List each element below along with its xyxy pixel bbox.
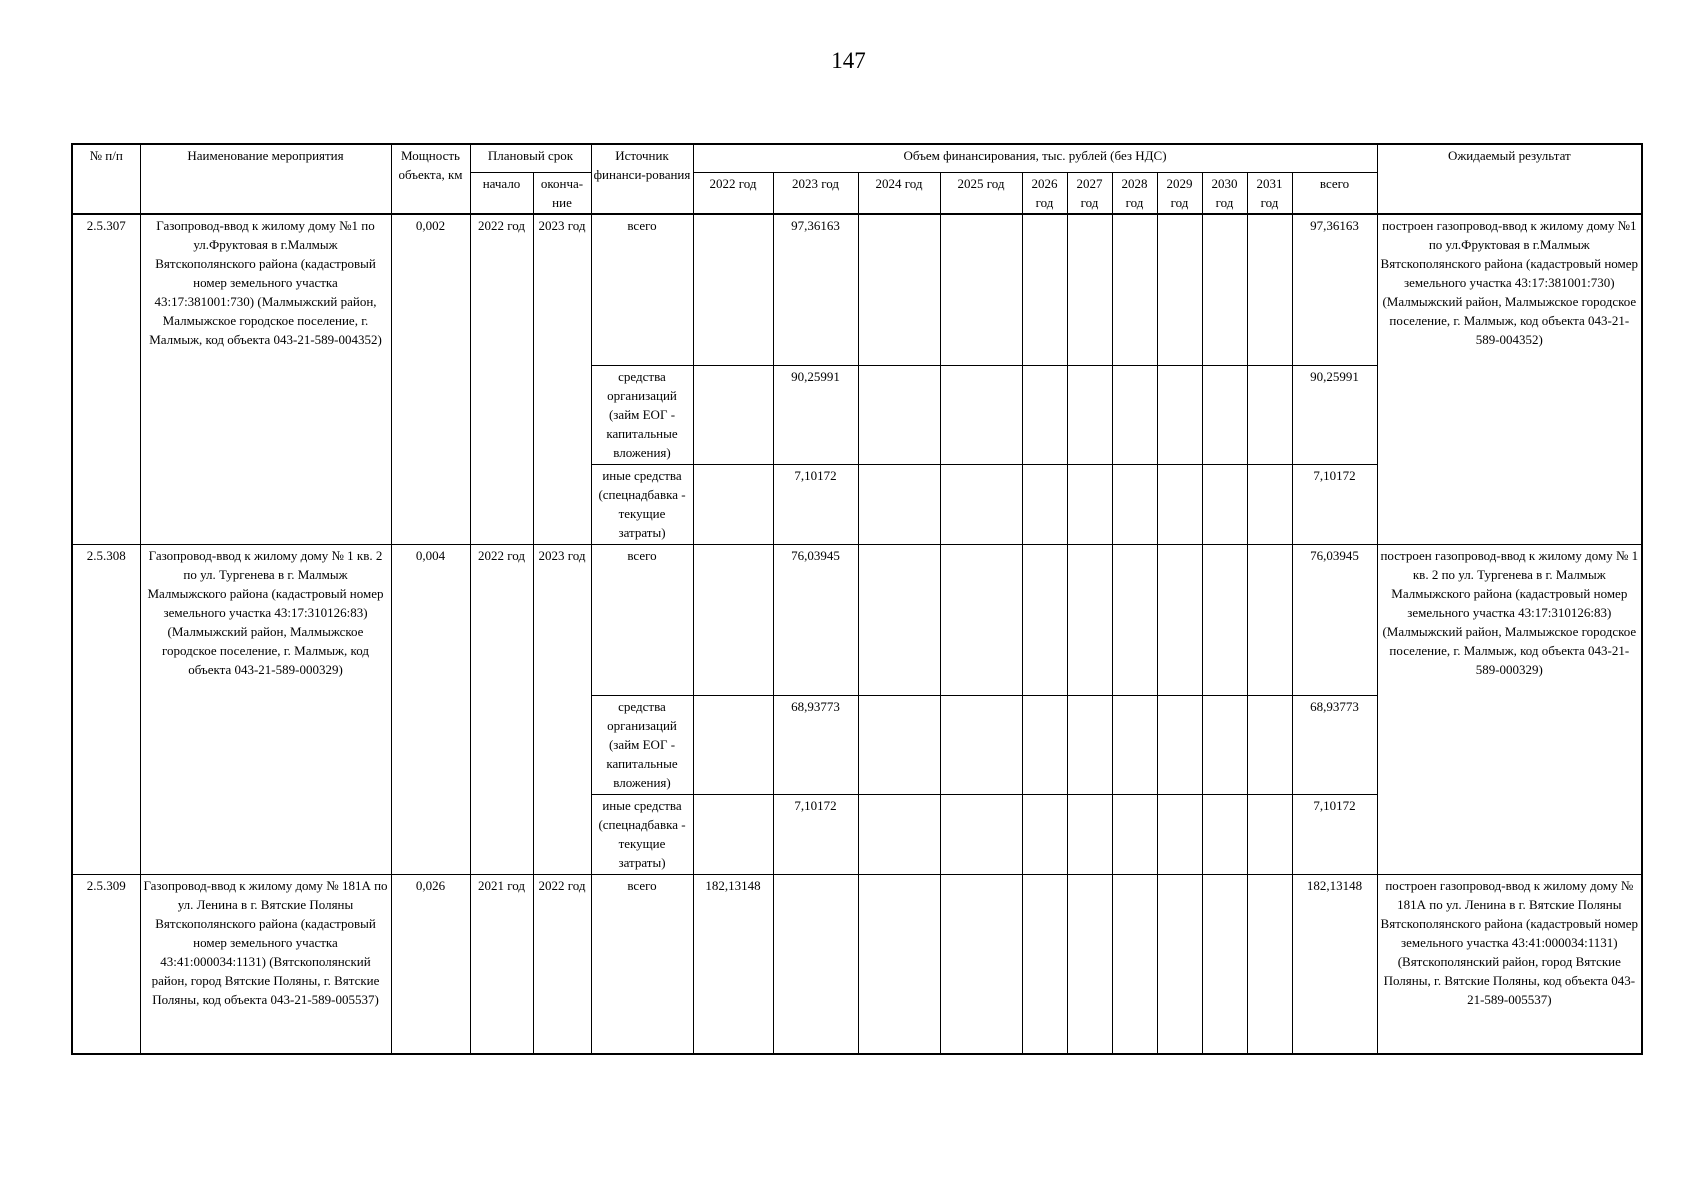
cell-2023: 7,10172 — [773, 465, 858, 545]
header-year: 2031 год — [1247, 173, 1292, 215]
cell-2028 — [1112, 465, 1157, 545]
cell-2030 — [1202, 465, 1247, 545]
cell-total: 68,93773 — [1292, 696, 1377, 795]
cell-2030 — [1202, 366, 1247, 465]
cell-end: 2023 год — [533, 214, 591, 545]
cell-start: 2021 год — [470, 875, 533, 1055]
header-year: 2024 год — [858, 173, 940, 215]
cell-2029 — [1157, 214, 1202, 366]
financing-table — [71, 143, 1643, 1055]
cell-source: средства организаций (займ ЕОГ - капитальные вложения) — [591, 696, 693, 795]
cell-2030 — [1202, 795, 1247, 875]
cell-2025 — [940, 875, 1022, 1055]
cell-result: построен газопровод-ввод к жилому дому № 181А по ул. Ленина в г. Вятские Поляны Вятскополянского района (кадастровый номер земельного участка 43:41:000034:1131) (Вятскополянский район, город Вятские Поляны, г. Вятские Поляны, код объекта 043-21-589-005537) — [1377, 875, 1642, 1055]
cell-2029 — [1157, 795, 1202, 875]
cell-2024 — [858, 875, 940, 1055]
cell-result: построен газопровод-ввод к жилому дому № 1 кв. 2 по ул. Тургенева в г. Малмыж Малмыжского района (кадастровый номер земельного участка 43:17:310126:83) (Малмыжский район, Малмыжское городское поселение, г. Малмыж, код объекта 043-21-589-000329) — [1377, 545, 1642, 875]
cell-2026 — [1022, 875, 1067, 1055]
header-year: 2030 год — [1202, 173, 1247, 215]
cell-2031 — [1247, 545, 1292, 696]
header-num: № п/п — [72, 144, 140, 214]
cell-2024 — [858, 465, 940, 545]
cell-2027 — [1067, 545, 1112, 696]
cell-2025 — [940, 696, 1022, 795]
header-year: 2023 год — [773, 173, 858, 215]
header-source: Источник финанси-рования — [591, 144, 693, 214]
cell-2027 — [1067, 875, 1112, 1055]
cell-2022 — [693, 696, 773, 795]
cell-2023: 68,93773 — [773, 696, 858, 795]
cell-2031 — [1247, 366, 1292, 465]
cell-2026 — [1022, 214, 1067, 366]
cell-total: 97,36163 — [1292, 214, 1377, 366]
cell-2026 — [1022, 545, 1067, 696]
cell-2022 — [693, 214, 773, 366]
cell-2028 — [1112, 875, 1157, 1055]
cell-name: Газопровод-ввод к жилому дому № 181А по ул. Ленина в г. Вятские Поляны Вятскополянского района (кадастровый номер земельного участка 43:41:000034:1131) (Вятскополянский район, город Вятские Поляны, г. Вятские Поляны, код объекта 043-21-589-005537) — [140, 875, 391, 1055]
cell-name: Газопровод-ввод к жилому дому №1 по ул.Фруктовая в г.Малмыж Вятскополянского района (кадастровый номер земельного участка 43:17:381001:730) (Малмыжский район, Малмыжское городское поселение, г. Малмыж, код объекта 043-21-589-004352) — [140, 214, 391, 545]
cell-2031 — [1247, 214, 1292, 366]
cell-source: иные средства (спецнадбавка - текущие затраты) — [591, 795, 693, 875]
header-year: 2025 год — [940, 173, 1022, 215]
cell-2030 — [1202, 696, 1247, 795]
cell-2027 — [1067, 795, 1112, 875]
cell-2028 — [1112, 366, 1157, 465]
cell-2026 — [1022, 696, 1067, 795]
cell-result: построен газопровод-ввод к жилому дому №1 по ул.Фруктовая в г.Малмыж Вятскополянского района (кадастровый номер земельного участка 43:17:381001:730) (Малмыжский район, Малмыжское городское поселение, г. Малмыж, код объекта 043-21-589-004352) — [1377, 214, 1642, 545]
cell-2022 — [693, 545, 773, 696]
cell-2022 — [693, 366, 773, 465]
cell-2029 — [1157, 696, 1202, 795]
cell-2024 — [858, 545, 940, 696]
cell-total: 7,10172 — [1292, 795, 1377, 875]
cell-2024 — [858, 366, 940, 465]
cell-2025 — [940, 366, 1022, 465]
cell-end: 2022 год — [533, 875, 591, 1055]
cell-total: 182,13148 — [1292, 875, 1377, 1055]
header-funding: Объем финансирования, тыс. рублей (без НДС) — [693, 144, 1377, 173]
cell-num: 2.5.307 — [72, 214, 140, 545]
cell-num: 2.5.308 — [72, 545, 140, 875]
cell-2022: 182,13148 — [693, 875, 773, 1055]
header-year: 2026 год — [1022, 173, 1067, 215]
cell-source: всего — [591, 545, 693, 696]
header-year: 2028 год — [1112, 173, 1157, 215]
header-name: Наименование мероприятия — [140, 144, 391, 214]
cell-2022 — [693, 795, 773, 875]
table-row — [72, 875, 1642, 1055]
cell-2030 — [1202, 214, 1247, 366]
header-plan-term: Плановый срок — [470, 144, 591, 173]
cell-source: всего — [591, 875, 693, 1055]
cell-2025 — [940, 465, 1022, 545]
header-start: начало — [470, 173, 533, 215]
cell-start: 2022 год — [470, 545, 533, 875]
cell-2023: 7,10172 — [773, 795, 858, 875]
cell-2026 — [1022, 795, 1067, 875]
cell-2026 — [1022, 465, 1067, 545]
cell-2027 — [1067, 696, 1112, 795]
cell-2030 — [1202, 545, 1247, 696]
table-row — [72, 214, 1642, 366]
cell-total: 76,03945 — [1292, 545, 1377, 696]
cell-2031 — [1247, 875, 1292, 1055]
cell-2022 — [693, 465, 773, 545]
cell-2031 — [1247, 465, 1292, 545]
cell-2028 — [1112, 696, 1157, 795]
cell-total: 90,25991 — [1292, 366, 1377, 465]
cell-capacity: 0,026 — [391, 875, 470, 1055]
cell-2029 — [1157, 366, 1202, 465]
cell-2023: 90,25991 — [773, 366, 858, 465]
cell-2023 — [773, 875, 858, 1055]
cell-2026 — [1022, 366, 1067, 465]
cell-2024 — [858, 696, 940, 795]
cell-2024 — [858, 795, 940, 875]
cell-2029 — [1157, 875, 1202, 1055]
cell-2028 — [1112, 214, 1157, 366]
cell-num: 2.5.309 — [72, 875, 140, 1055]
header-capacity: Мощность объекта, км — [391, 144, 470, 214]
cell-2027 — [1067, 214, 1112, 366]
header-total: всего — [1292, 173, 1377, 215]
cell-name: Газопровод-ввод к жилому дому № 1 кв. 2 по ул. Тургенева в г. Малмыж Малмыжского района (кадастровый номер земельного участка 43:17:310126:83) (Малмыжский район, Малмыжское городское поселение, г. Малмыж, код объекта 043-21-589-000329) — [140, 545, 391, 875]
cell-2029 — [1157, 545, 1202, 696]
cell-2028 — [1112, 795, 1157, 875]
header-year: 2027 год — [1067, 173, 1112, 215]
cell-2023: 97,36163 — [773, 214, 858, 366]
cell-source: средства организаций (займ ЕОГ - капитальные вложения) — [591, 366, 693, 465]
cell-end: 2023 год — [533, 545, 591, 875]
cell-2029 — [1157, 465, 1202, 545]
cell-2024 — [858, 214, 940, 366]
cell-source: иные средства (спецнадбавка - текущие затраты) — [591, 465, 693, 545]
cell-2028 — [1112, 545, 1157, 696]
cell-2027 — [1067, 465, 1112, 545]
header-year: 2029 год — [1157, 173, 1202, 215]
cell-2027 — [1067, 366, 1112, 465]
cell-2025 — [940, 545, 1022, 696]
cell-source: всего — [591, 214, 693, 366]
header-result: Ожидаемый результат — [1377, 144, 1642, 214]
page-number: 147 — [831, 48, 866, 73]
cell-2025 — [940, 795, 1022, 875]
cell-2025 — [940, 214, 1022, 366]
table-row — [72, 545, 1642, 696]
header-end: оконча-ние — [533, 173, 591, 215]
cell-start: 2022 год — [470, 214, 533, 545]
cell-total: 7,10172 — [1292, 465, 1377, 545]
cell-2031 — [1247, 696, 1292, 795]
cell-2030 — [1202, 875, 1247, 1055]
header-year: 2022 год — [693, 173, 773, 215]
cell-2031 — [1247, 795, 1292, 875]
cell-2023: 76,03945 — [773, 545, 858, 696]
cell-capacity: 0,004 — [391, 545, 470, 875]
cell-capacity: 0,002 — [391, 214, 470, 545]
